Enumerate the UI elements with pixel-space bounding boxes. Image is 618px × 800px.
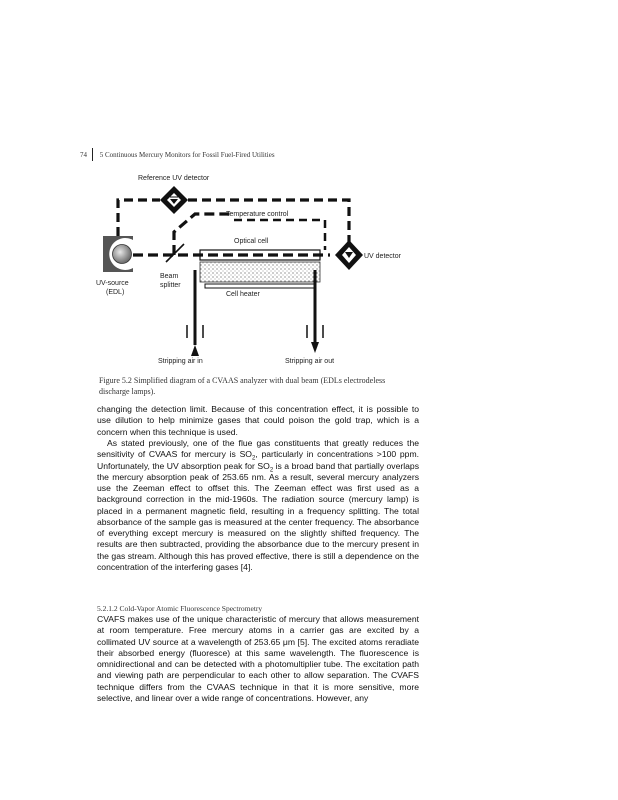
paragraph-1-text: changing the detection limit. Because of this concentration effect, it is possible to use dilution to help minimize gases that could poison the gold trap, which is a concern when this technique is used. [97,404,419,437]
cell-heater [205,284,315,288]
diagram-svg [0,0,618,380]
temperature-control-label: Temperature control [226,211,289,218]
caption-line-2: discharge lamps). [99,386,156,396]
stripping-air-in-label: Stripping air in [158,358,203,365]
reference-detector-icon [160,186,188,214]
paragraph-2-text [97,438,419,573]
air-out-arrow-icon [311,342,319,353]
paragraph-2 [97,438,419,573]
cell-heater-body [200,262,320,282]
paragraph-2-part-c: is a broad band that partially overlaps the mercury absorption peak of 253.65 nm. As a result, several mercury analyzers use the Zeeman effect to offset this. The Zeeman effect was first used as a background correction in the mid-1960s. The radiation source (mercury lamp) is placed in a permanent magnetic field, resulting in a frequency splitting. The total absorbance of the sample gas is measured at the center frequency. The absorbance of everything except mercury is measured on the slightly shifted frequency. The results are then subtracted, providing the absorbance due to the mercury present in the gas stream. Although this has proved effective, there is still a dependence on the concentration of the interfering gases [4]. [97,460,419,572]
optical-cell-label: Optical cell [234,238,269,245]
figure-caption [99,376,429,397]
so2-subscript-1: 2 [252,455,256,462]
cell-heater-label: Cell heater [226,291,260,298]
page-number: 74 [80,151,87,159]
caption-line-1: Figure 5.2 Simplified diagram of a CVAAS analyzer with dual beam (EDLs electrodeless [99,376,386,385]
paragraph-3-text: CVAFS makes use of the unique characteristic of mercury that allows measurement at room temperature. Free mercury atoms in a carrier gas are excited by a collimated UV source at a wavelength of 253.65 μm [5]. The excited atoms reradiate their absorbed energy (fluoresce) at this same wavelength. The fluorescence is omnidirectional and can be detected with a photomultiplier tube. The excitation path and viewing path are perpendicular to each other to allow separation. The CVAFS technique differs from the CVAAS technique in that it is more sensitive, more selective, and linear over a wide range of concentrations. However, any [97,614,419,703]
uv-source-lamp-icon [103,236,133,272]
air-in-arrow-icon [191,345,199,356]
figure-cvaas-diagram [0,0,618,380]
paragraph-3 [97,614,419,704]
so2-subscript-2: 2 [269,467,274,474]
beam-splitter-label-line2: splitter [160,282,181,289]
uv-detector-icon [335,240,363,270]
beam-splitter-label-line1: Beam [160,273,179,280]
paragraph-2-part-a: As stated previously, one of the flue gas constituents that greatly reduces the sensitivity of CVAAS for mercury is SO [97,438,419,460]
reference-detector-label: Reference UV detector [138,175,210,182]
uv-source-label-line1: UV-source [96,280,129,287]
temperature-control-line [234,220,325,250]
gas-line-fittings [187,325,323,338]
stripping-air-out-label: Stripping air out [285,358,335,365]
running-title: 5 Continuous Mercury Monitors for Fossil Fuel-Fired Utilities [99,151,275,159]
uv-detector-label: UV detector [364,253,401,260]
uv-source-label-line2: (EDL) [106,289,125,296]
section-heading: 5.2.1.2 Cold-Vapor Atomic Fluorescence Spectrometry [97,604,263,613]
paragraph-1 [97,404,419,438]
paragraph-2-part-b: , particularly in concentrations >100 ppm. Unfortunately, the UV absorption peak for SO [97,449,419,471]
